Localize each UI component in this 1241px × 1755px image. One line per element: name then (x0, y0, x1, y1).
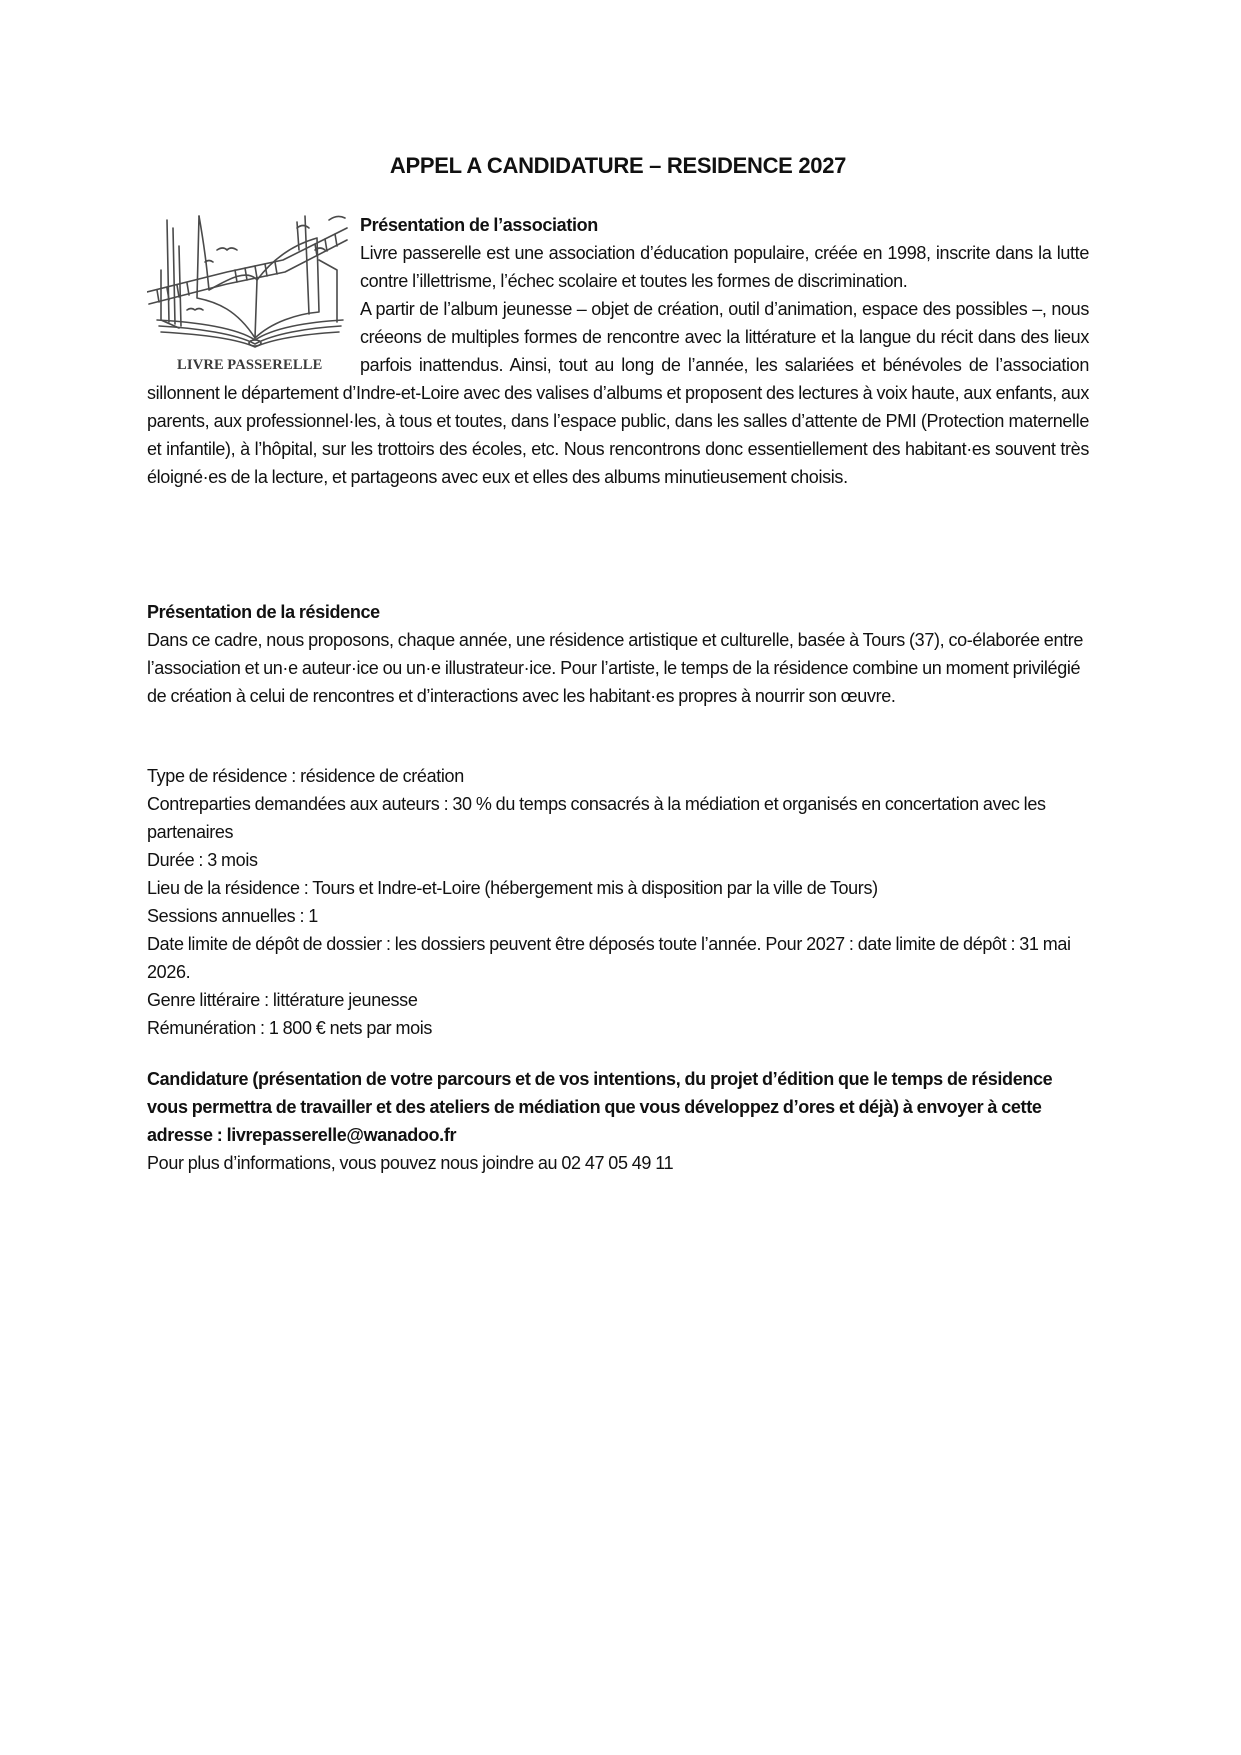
association-paragraph-2: A partir de l’album jeunesse – objet de création, outil d’animation, espace des possibles –, nous créeons de multiples formes de rencontre avec la littérature et la langue du récit dans des lieux parfois inattendus. Ainsi, tout au long de l’année, les salariées et bénévoles de l’association sillonnent le département d’Indre-et-Loire avec des valises d’albums et proposent des lectures à voix haute, aux enfants, aux parents, aux professionnel·les, à tous et toutes, dans l’espace public, dans les salles d’attente de PMI (Protection maternelle et infantile), à l’hôpital, sur les trottoirs des écoles, etc. Nous rencontrons donc essentiellement des habitant·es souvent très éloigné·es de la lecture, et partageons avec eux et elles des albums minutieusement choisis. (147, 299, 1089, 487)
association-paragraph-1: Livre passerelle est une association d’éducation populaire, créée en 1998, inscrite dans la lutte contre l’illettrisme, l’échec scolaire et toutes les formes de discrimination. (360, 243, 1089, 291)
detail-counterparts: Contreparties demandées aux auteurs : 30 % du temps consacrés à la médiation et organisés en concertation avec les partenaires (147, 794, 1046, 842)
detail-deadline: Date limite de dépôt de dossier : les dossiers peuvent être déposés toute l’année. Pour 2027 : date limite de dépôt : 31 mai 2026. (147, 934, 1071, 982)
residence-heading: Présentation de la résidence (147, 602, 380, 622)
association-heading: Présentation de l’association (360, 215, 598, 235)
detail-duration: Durée : 3 mois (147, 850, 258, 870)
association-section (147, 211, 1089, 491)
document-title: APPEL A CANDIDATURE – RESIDENCE 2027 (389, 153, 847, 178)
residence-paragraph: Dans ce cadre, nous proposons, chaque année, une résidence artistique et culturelle, basée à Tours (37), co-élaborée entre l’association et un·e auteur·ice ou un·e illustrateur·ice. Pour l’artiste, le temps de la résidence combine un moment privilégié de création à celui de rencontres et d’interactions avec les habitant·es propres à nourrir son œuvre. (147, 630, 1084, 706)
detail-location: Lieu de la résidence : Tours et Indre-et-Loire (hébergement mis à disposition par la ville de Tours) (147, 878, 878, 898)
application-instructions (147, 1065, 1089, 1149)
application-email-link[interactable]: livrepasserelle@wanadoo.fr (226, 1125, 457, 1145)
application-section (147, 1065, 1089, 1177)
contact-line: Pour plus d’informations, vous pouvez nous joindre au 02 47 05 49 11 (147, 1153, 674, 1173)
detail-genre: Genre littéraire : littérature jeunesse (147, 990, 418, 1010)
residence-section (147, 598, 1089, 710)
residence-details-list (147, 762, 1089, 1042)
application-instructions-text: Candidature (présentation de votre parcours et de vos intentions, du projet d’édition que le temps de résidence vous permettra de travailler et des ateliers de médiation que vous développez d’ores et déjà) à envoyer à cette adresse : (147, 1069, 1053, 1145)
logo-caption: LIVRE PASSERELLE (177, 357, 323, 373)
detail-remuneration: Rémunération : 1 800 € nets par mois (147, 1018, 433, 1038)
open-book-with-ladder-logo-icon (147, 210, 352, 350)
detail-type: Type de résidence : résidence de création (147, 766, 464, 786)
detail-sessions: Sessions annuelles : 1 (147, 906, 318, 926)
association-logo (147, 210, 352, 378)
